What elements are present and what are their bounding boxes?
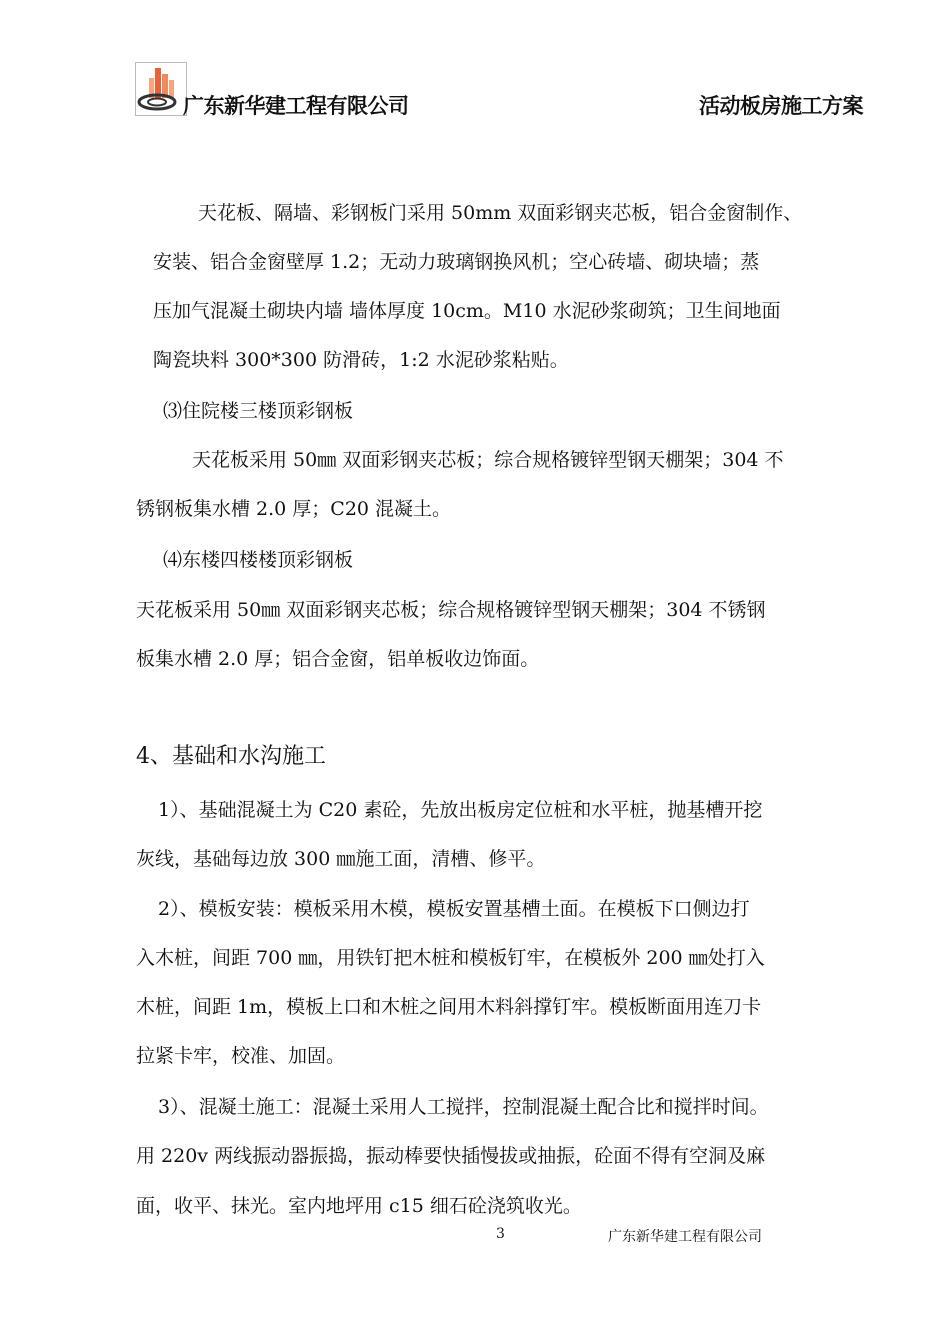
company-logo-icon	[135, 62, 187, 116]
section-heading: 4、基础和水沟施工	[136, 744, 326, 769]
body-line: 拉紧卡牢，校准、加固。	[136, 1045, 346, 1067]
page-number: 3	[496, 1226, 505, 1242]
body-line: 陶瓷块料 300*300 防滑砖，1:2 水泥砂浆粘贴。	[153, 349, 569, 371]
page-header	[135, 62, 875, 122]
footer-company-name: 广东新华建工程有限公司	[608, 1229, 762, 1245]
section-subheading: ⑶住院楼三楼顶彩钢板	[163, 400, 354, 422]
body-line: 2）、模板安装：模板采用木模，模板安置基槽土面。在模板下口侧边打	[158, 898, 750, 920]
body-line: 天花板采用 50㎜ 双面彩钢夹芯板；综合规格镀锌型钢天棚架；304 不锈钢	[136, 599, 766, 621]
body-line: 用 220v 两线振动器振捣，振动棒要快插慢拔或抽振，砼面不得有空洞及麻	[136, 1145, 766, 1167]
body-line: 入木桩，间距 700 ㎜，用铁钉把木桩和模板钉牢，在模板外 200 ㎜处打入	[136, 947, 765, 969]
body-line: 天花板采用 50㎜ 双面彩钢夹芯板；综合规格镀锌型钢天棚架；304 不	[192, 449, 784, 471]
body-line: 面，收平、抹光。室内地坪用 c15 细石砼浇筑收光。	[136, 1195, 582, 1217]
body-line: 安装、铝合金窗壁厚 1.2；无动力玻璃钢换风机；空心砖墙、砌块墙；蒸	[153, 251, 760, 273]
body-line: 板集水槽 2.0 厚；铝合金窗，铝单板收边饰面。	[136, 648, 540, 670]
body-line: 灰线，基础每边放 300 ㎜施工面，清槽、修平。	[136, 848, 546, 870]
body-line: 木桩，间距 1m，模板上口和木桩之间用木料斜撑钉牢。模板断面用连刀卡	[136, 996, 762, 1018]
body-line: 天花板、隔墙、彩钢板门采用 50mm 双面彩钢夹芯板，铝合金窗制作、	[198, 202, 803, 224]
body-line: 3）、混凝土施工：混凝土采用人工搅拌，控制混凝土配合比和搅拌时间。	[158, 1096, 769, 1118]
body-line: 锈钢板集水槽 2.0 厚；C20 混凝土。	[136, 498, 452, 520]
header-company-name: 广东新华建工程有限公司	[183, 94, 409, 118]
header-document-title: 活动板房施工方案	[699, 94, 863, 118]
body-line: 压加气混凝土砌块内墙 墙体厚度 10cm。M10 水泥砂浆砌筑；卫生间地面	[153, 300, 781, 322]
section-subheading: ⑷东楼四楼楼顶彩钢板	[163, 549, 354, 571]
body-line: 1）、基础混凝土为 C20 素砼，先放出板房定位桩和水平桩，抛基槽开挖	[158, 799, 763, 821]
